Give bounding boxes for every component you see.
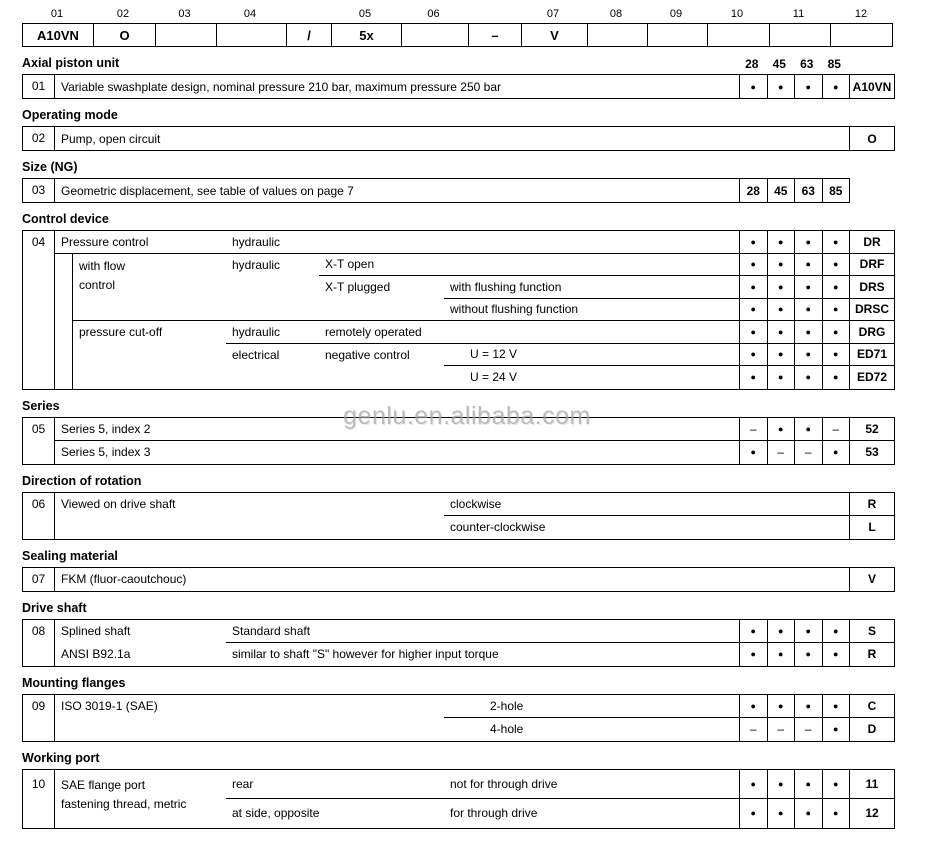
section-header	[22, 675, 893, 691]
size-value-box: 85	[822, 179, 850, 202]
desc-cell: ISO 3019-1 (SAE)	[61, 698, 158, 713]
ordering-code-cell: 5x	[331, 24, 401, 46]
availability-dash: –	[822, 418, 850, 441]
availability-dot: ●	[767, 695, 795, 718]
availability-dot: ●	[794, 254, 822, 277]
size-value-box: 45	[767, 179, 795, 202]
availability-dot: ●	[822, 770, 850, 799]
type-code-cell: 52	[849, 418, 894, 441]
row-number: 10	[23, 770, 55, 828]
desc-cell	[444, 231, 739, 254]
availability-dot: ●	[767, 366, 795, 389]
availability-dot: ●	[739, 254, 767, 277]
type-code-cell: V	[849, 568, 894, 591]
desc-cell: Variable swashplate design, nominal pressure 210 bar, maximum pressure 250 bar	[61, 79, 502, 94]
section-title: Series	[22, 398, 60, 413]
type-code-cell: R	[849, 643, 894, 666]
availability-dot: ●	[739, 695, 767, 718]
availability-dot: ●	[767, 418, 795, 441]
type-code-cell: ED72	[849, 366, 894, 389]
code-column-number: 06	[427, 8, 440, 20]
row-number: 07	[23, 568, 55, 591]
size-value-box: 28	[739, 179, 767, 202]
desc-line: fastening thread, metric	[61, 796, 187, 811]
availability-dot: ●	[767, 75, 795, 98]
section-table	[22, 769, 895, 829]
section-table	[22, 417, 895, 465]
desc-cell	[73, 254, 226, 322]
section-table	[22, 619, 895, 667]
code-column-number	[285, 6, 330, 23]
availability-dot: ●	[739, 276, 767, 299]
section-operating-mode	[22, 107, 934, 151]
code-column-numbers	[22, 6, 893, 23]
sections-root	[22, 55, 934, 829]
desc-line: Splined shaft	[61, 623, 131, 638]
code-column-number: 03	[178, 8, 191, 20]
desc-cell: with flushing function	[444, 276, 739, 299]
row-number: 06	[23, 493, 55, 539]
section-size-ng	[22, 159, 934, 203]
type-code-cell: 11	[849, 770, 894, 799]
availability-dot: ●	[794, 75, 822, 98]
type-code-cell: S	[849, 620, 894, 643]
section-control-device	[22, 211, 934, 390]
code-column-number: 09	[669, 8, 683, 20]
ordering-code-cell: /	[286, 24, 331, 46]
ordering-code-cell-empty	[216, 24, 286, 46]
desc-cell: for through drive	[450, 806, 538, 820]
size-column-label: 28	[745, 57, 759, 71]
desc-cell: Pressure control	[55, 231, 226, 254]
availability-dot: ●	[767, 643, 795, 666]
section-title: Operating mode	[22, 108, 118, 122]
availability-dot: ●	[794, 620, 822, 643]
availability-dot: ●	[767, 231, 795, 254]
availability-dot: ●	[822, 643, 850, 666]
availability-dot: ●	[767, 620, 795, 643]
desc-lines	[79, 257, 125, 295]
desc-cell	[444, 321, 739, 344]
code-column-number: 07	[546, 8, 560, 20]
size-value-box: 63	[794, 179, 822, 202]
desc-cell: Standard shaft	[226, 620, 739, 643]
row-number: 04	[23, 231, 55, 389]
type-code-cell: R	[849, 493, 894, 516]
desc-line: SAE flange port	[61, 777, 146, 792]
ordering-code-cell-empty	[769, 24, 830, 46]
availability-dot: ●	[822, 231, 850, 254]
type-code-cell: C	[849, 695, 894, 718]
availability-dot: ●	[767, 799, 795, 828]
ordering-code-bar	[22, 23, 893, 47]
availability-dot: ●	[822, 718, 850, 741]
section-header	[22, 398, 893, 414]
code-column-number: 11	[792, 8, 805, 20]
availability-dot: ●	[822, 75, 850, 98]
type-code-cell: D	[849, 718, 894, 741]
desc-cell: rear	[226, 770, 444, 799]
availability-dot: ●	[739, 231, 767, 254]
desc-cell: not for through drive	[444, 770, 739, 799]
ordering-code-cell-empty	[587, 24, 647, 46]
row-number: 09	[23, 695, 55, 741]
section-table	[22, 178, 850, 203]
code-column-number: 02	[116, 8, 130, 20]
availability-dot: ●	[767, 321, 795, 344]
availability-dash: –	[767, 718, 795, 741]
section-title: Mounting flanges	[22, 675, 126, 690]
desc-cell	[55, 620, 226, 666]
desc-cell	[55, 770, 226, 828]
availability-dash: –	[767, 441, 795, 464]
section-title: Axial piston unit	[22, 56, 120, 70]
availability-dot: ●	[739, 799, 767, 828]
ordering-code-cell-empty	[830, 24, 894, 46]
section-title: Size (NG)	[22, 160, 78, 174]
code-column-number: 08	[609, 8, 623, 20]
availability-dash: –	[794, 441, 822, 464]
section-series	[22, 398, 934, 465]
ordering-code-cell-empty	[155, 24, 216, 46]
desc-cell: negative control	[325, 347, 410, 362]
desc-cell: U = 12 V	[444, 344, 739, 367]
section-header	[22, 211, 893, 227]
watermark: genlu.en.alibaba.com	[343, 402, 591, 430]
desc-cell: clockwise	[444, 493, 849, 516]
availability-dot: ●	[822, 441, 850, 464]
section-header	[22, 473, 893, 489]
availability-dot: ●	[794, 276, 822, 299]
availability-dot: ●	[739, 321, 767, 344]
availability-dot: ●	[794, 321, 822, 344]
availability-dot: ●	[822, 276, 850, 299]
row-number: 01	[23, 75, 55, 98]
row-number: 05	[23, 418, 55, 464]
desc-cell: similar to shaft "S" however for higher input torque	[232, 647, 499, 661]
type-code-cell: O	[849, 127, 894, 150]
type-code-cell: 12	[849, 799, 894, 828]
ordering-code-cell: –	[468, 24, 521, 46]
desc-cell: X-T open	[319, 254, 444, 277]
desc-cell	[444, 254, 739, 277]
type-code-cell: ED71	[849, 344, 894, 367]
availability-dot: ●	[822, 620, 850, 643]
type-code-cell: L	[849, 516, 894, 539]
desc-cell: Geometric displacement, see table of values on page 7	[61, 183, 354, 198]
desc-cell: pressure cut-off	[79, 325, 163, 339]
desc-cell: remotely operated	[319, 321, 444, 344]
section-direction-of-rotation	[22, 473, 934, 540]
section-working-port	[22, 750, 934, 829]
desc-line: with flow	[79, 258, 126, 273]
desc-cell: Series 5, index 3	[61, 445, 151, 459]
row-number: 08	[23, 620, 55, 666]
indent-cell	[55, 254, 73, 389]
ordering-code-cell-empty	[707, 24, 769, 46]
section-title: Control device	[22, 212, 109, 226]
code-column-number: 04	[243, 8, 257, 20]
availability-dot: ●	[794, 418, 822, 441]
desc-lines	[61, 776, 186, 814]
section-header	[22, 750, 893, 766]
availability-dash: –	[739, 718, 767, 741]
desc-cell: at side, opposite	[232, 806, 320, 820]
section-table	[22, 126, 895, 151]
ordering-code-cell: A10VN	[37, 27, 79, 43]
type-code-cell: DRF	[849, 254, 894, 277]
availability-dot: ●	[767, 276, 795, 299]
section-table	[22, 492, 895, 540]
section-table	[22, 230, 895, 390]
availability-dot: ●	[739, 441, 767, 464]
ordering-code-cell-empty	[401, 24, 468, 46]
row-number: 02	[23, 127, 55, 150]
section-title: Sealing material	[22, 548, 118, 563]
availability-dot: ●	[739, 344, 767, 367]
availability-dot: ●	[822, 254, 850, 277]
availability-dot: ●	[767, 770, 795, 799]
availability-dot: ●	[767, 344, 795, 367]
section-header	[22, 548, 893, 564]
section-header	[22, 600, 893, 616]
availability-dot: ●	[794, 231, 822, 254]
availability-dot: ●	[822, 799, 850, 828]
desc-cell: Pump, open circuit	[61, 131, 161, 146]
section-header	[22, 159, 893, 175]
availability-dot: ●	[794, 770, 822, 799]
desc-cell: hydraulic	[226, 254, 319, 322]
availability-dot: ●	[794, 643, 822, 666]
desc-cell: X-T plugged	[319, 276, 444, 321]
ordering-code-cell-empty	[647, 24, 707, 46]
availability-dot: ●	[739, 299, 767, 322]
section-sealing-material	[22, 548, 934, 592]
code-column-number: 10	[730, 8, 744, 20]
availability-dot: ●	[794, 799, 822, 828]
type-code-cell: DR	[849, 231, 894, 254]
desc-cell: electrical	[232, 347, 280, 362]
availability-dot: ●	[822, 299, 850, 322]
section-header	[22, 55, 893, 71]
type-code-cell: DRSC	[849, 299, 894, 322]
section-title: Direction of rotation	[22, 473, 142, 488]
availability-dot: ●	[822, 366, 850, 389]
availability-dash: –	[739, 418, 767, 441]
availability-dot: ●	[739, 770, 767, 799]
desc-cell: U = 24 V	[470, 370, 518, 385]
ordering-code-cell: O	[93, 24, 155, 46]
size-column-label: 45	[772, 57, 786, 71]
section-header	[22, 107, 893, 123]
section-title: Drive shaft	[22, 600, 87, 615]
desc-cell: hydraulic	[226, 321, 319, 344]
availability-dot: ●	[794, 344, 822, 367]
availability-dot: ●	[739, 643, 767, 666]
availability-dot: ●	[767, 299, 795, 322]
desc-cell: 2-hole	[444, 695, 739, 718]
desc-cell: Series 5, index 2	[55, 418, 739, 441]
type-code-cell: 53	[849, 441, 894, 464]
availability-dash: –	[794, 718, 822, 741]
desc-cell: 4-hole	[490, 722, 524, 736]
availability-dot: ●	[822, 321, 850, 344]
section-drive-shaft	[22, 600, 934, 667]
section-table	[22, 74, 895, 99]
desc-cell: FKM (fluor-caoutchouc)	[61, 572, 187, 586]
desc-line: control	[79, 277, 116, 292]
size-column-label: 85	[827, 57, 841, 71]
desc-cell: Viewed on drive shaft	[61, 496, 176, 511]
availability-dot: ●	[739, 620, 767, 643]
availability-dot: ●	[739, 75, 767, 98]
availability-dot: ●	[822, 695, 850, 718]
type-code-cell: DRG	[849, 321, 894, 344]
desc-cell: counter-clockwise	[450, 520, 546, 534]
availability-dot: ●	[822, 344, 850, 367]
desc-lines	[61, 620, 130, 666]
section-table	[22, 694, 895, 742]
size-column-label: 63	[800, 57, 814, 71]
desc-line: ANSI B92.1a	[61, 646, 131, 661]
code-column-number: 05	[358, 8, 372, 20]
desc-cell: without flushing function	[444, 299, 739, 322]
type-code-cell: A10VN	[849, 75, 894, 98]
availability-dot: ●	[794, 366, 822, 389]
availability-dot: ●	[794, 695, 822, 718]
section-mounting-flanges	[22, 675, 934, 742]
availability-dot: ●	[794, 299, 822, 322]
desc-cell	[319, 231, 444, 254]
section-table	[22, 567, 895, 592]
desc-cell: hydraulic	[226, 231, 319, 254]
section-axial-piston-unit	[22, 55, 934, 99]
section-title: Working port	[22, 750, 100, 765]
code-column-number: 01	[50, 8, 64, 20]
ordering-code-cell: V	[521, 24, 587, 46]
code-column-number: 12	[854, 8, 868, 20]
row-number: 03	[23, 179, 55, 202]
code-column-number	[467, 6, 520, 23]
availability-dot: ●	[739, 366, 767, 389]
availability-dot: ●	[767, 254, 795, 277]
size-columns-header	[738, 57, 848, 71]
type-code-cell: DRS	[849, 276, 894, 299]
